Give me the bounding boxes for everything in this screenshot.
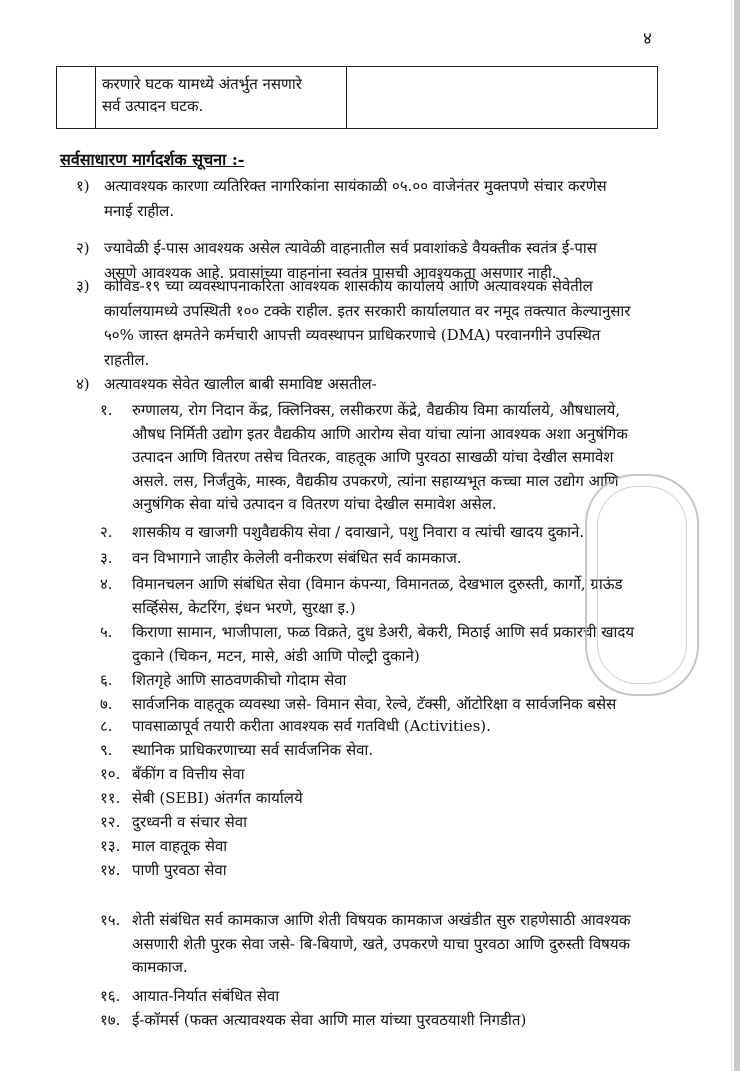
services-item [100,692,675,716]
services-line: शितगृहे आणि साठवणकीचो गोदाम सेवा [132,671,347,689]
points-line: मनाई राहील. [104,201,175,220]
services-number: ५. [100,623,113,641]
services-line: शासकीय व खाजगी पशुवैद्यकीय सेवा / दवाखाने, पशु निवारा व त्यांची खादय दुकाने. [132,523,585,541]
services-number: १. [100,401,113,419]
services-line: आयात-निर्यात संबंधित सेवा [132,987,280,1005]
services-item [100,858,675,882]
table-cell-serial [57,67,96,129]
services-number: १६. [100,987,121,1005]
continuation-table [56,66,658,129]
points-line: कार्यालयामध्ये उपस्थिती १०० टक्के राहील. इतर सरकारी कार्यालयात वर नमूद तक्त्यात केल्यानुसार [104,301,631,320]
page-edge-line [731,0,732,1071]
services-item [100,908,675,979]
page-number: ४ [643,29,652,49]
services-line: शेती संबंधित सर्व कामकाज आणि शेती विषयक कामकाज अखंडीत सुरु राहणेसाठी आवश्यक [132,911,631,929]
points-number: ४) [76,375,90,393]
services-line: सेबी (SEBI) अंतर्गत कार्यालये [132,789,303,807]
services-item [100,984,675,1008]
services-item [100,810,675,834]
points-line: ज्यावेळी ई-पास आवश्यक असेल त्यावेळी वाहनातील सर्व प्रवाशांकडे वैयक्तीक स्वतंत्र ई-पास [104,239,597,257]
services-line: रुग्णालय, रोग निदान केंद्र, क्लिनिक्स, लसीकरण केंद्रे, वैद्यकीय विमा कार्यालये, औषधालये, [132,401,621,419]
services-line: बँकींग व वित्तीय सेवा [132,765,245,783]
official-seal [585,474,699,696]
services-number: ८. [100,717,113,735]
table-cell-line: करणारे घटक यामध्ये अंतर्भुत नसणारे [102,75,302,93]
services-line: सार्वजनिक वाहतूक व्यवस्था जसे- विमान सेवा, रेल्वे, टॅक्सी, ऑटोरिक्षा व सार्वजनिक बसेस [132,695,617,713]
services-number: १७. [100,1011,121,1029]
table-row [57,67,658,129]
points-number: १) [76,177,90,195]
points-line: कोविड-१९ च्या व्यवस्थापनाकरिता आवश्यक शासकीय कार्यालये आणि अत्यावश्यक सेवेतील [104,277,593,295]
services-number: २. [100,523,113,541]
services-number: ४. [100,575,113,593]
points-number: २) [76,239,90,257]
services-item [100,762,675,786]
services-line: स्थानिक प्राधिकरणाच्या सर्व सार्वजनिक सेवा. [132,741,374,759]
points-line: असणे आवश्यक आहे. प्रवासांच्या वाहनांना स्वतंत्र पासची आवश्यकता असणार नाही. [104,263,557,282]
services-number: ११. [100,789,121,807]
services-line: कामकाज. [132,958,188,976]
table-cell-description [96,67,347,129]
services-number: ९. [100,741,113,759]
page-edge [734,0,740,1071]
services-line: ई-कॉमर्स (फक्त अत्यावश्यक सेवा आणि माल यांच्या पुरवठयाशी निगडीत) [132,1011,527,1029]
table-cell-remarks [347,67,658,129]
services-number: १५. [100,911,121,929]
services-line: पाणी पुरवठा सेवा [132,861,227,879]
points-number: ३) [76,277,90,295]
points-line: अत्यावश्यक सेवेत खालील बाबी समाविष्ट असतील- [104,375,377,393]
services-item [100,1008,675,1032]
services-line: माल वाहतूक सेवा [132,837,228,855]
services-number: १४. [100,861,121,879]
services-number: ६. [100,671,113,689]
services-item [100,398,675,516]
points-line: अत्यावश्यक कारणा व्यतिरिक्त नागरिकांना सायंकाळी ०५.०० वाजेनंतर मुक्तपणे संचार करणेस [104,177,607,195]
services-line: विमानचलन आणि संबंधित सेवा (विमान कंपन्या, विमानतळ, देखभाल दुरुस्ती, कार्गो, ग्राऊंड [132,575,623,593]
services-item [100,786,675,810]
services-number: १२. [100,813,121,831]
services-line: सर्व्हिसेस, केटरिंग, इंधन भरणे, सुरक्षा इ.) [132,598,356,617]
services-number: ३. [100,549,113,567]
services-line: किराणा सामान, भाजीपाला, फळ विक्रते, दुध डेअरी, बेकरी, मिठाई आणि सर्व प्रकारची खादय [132,623,635,641]
official-seal-ring [597,486,687,684]
services-number: १०. [100,765,121,783]
points-line: राहतील. [104,350,150,369]
services-line: अनुषंगिक सेवा यांचे उत्पादन व वितरण यांचा देखील समावेश असेल. [132,495,497,513]
services-number: १३. [100,837,121,855]
section-heading: सर्वसाधारण मार्गदर्शक सूचना :- [60,150,245,169]
services-item [100,714,675,738]
services-item [100,738,675,762]
services-number: ७. [100,695,113,713]
points-line: ५०% जास्त क्षमतेने कर्मचारी आपत्ती व्यवस्थापन प्राधिकरणाचे (DMA) परवानगीने उपस्थित [104,326,601,344]
points-item [76,174,676,223]
services-line: दुकाने (चिकन, मटन, मासे, अंडी आणि पोल्ट्री दुकाने) [132,646,420,665]
services-line: असणारी शेती पुरक सेवा जसे- बि-बियाणे, खते, उपकरणे याचा पुरवठा आणि दुरुस्ती विषयक [132,934,631,953]
services-line: उत्पादन आणि वितरण तसेच वितरक, वाहतूक आणि पुरवठा साखळी यांचा देखील समावेश [132,448,614,466]
points-item [76,274,676,372]
services-item [100,834,675,858]
table-cell-line: सर्व उत्पादन घटक. [102,97,204,115]
services-line: वन विभागाने जाहीर केलेली वनीकरण संबंधित सर्व कामकाज. [132,549,462,567]
services-line: पावसाळापूर्व तयारी करीता आवश्यक सर्व गतविधी (Activities). [132,717,491,735]
services-line: औषध निर्मिती उद्योग इतर वैद्यकीय आणि आरोग्य सेवा यांचा त्यांना आवश्यक अशा अनुषंगिक [132,424,628,443]
services-line: असले. लस, निर्जंतुके, मास्क, वैद्यकीय उपकरणे, त्यांना सहाय्यभूत कच्चा माल उद्योग आणि [132,471,619,490]
services-item [100,668,675,692]
points-item [76,372,676,397]
services-line: दुरध्वनी व संचार सेवा [132,813,247,831]
